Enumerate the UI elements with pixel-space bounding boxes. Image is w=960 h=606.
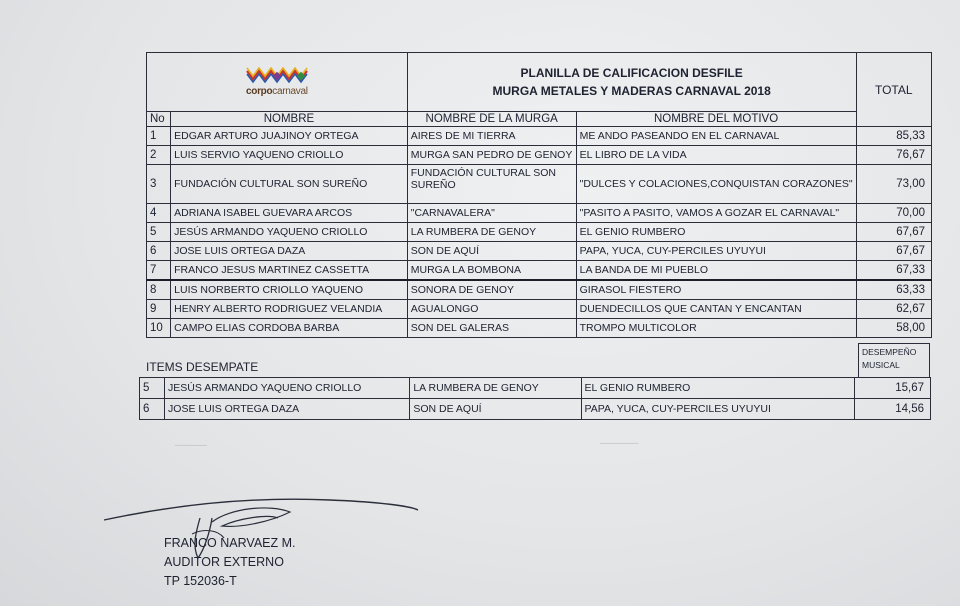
row-motivo: "PASITO A PASITO, VAMOS A GOZAR EL CARNAVAL"	[576, 204, 856, 223]
table-header-row	[147, 53, 932, 112]
tiebreak-column-header	[858, 343, 930, 377]
row-no: 7	[147, 261, 171, 281]
signature-block	[164, 534, 296, 591]
row-total: 70,00	[856, 204, 931, 223]
row-motivo: TROMPO MULTICOLOR	[576, 319, 856, 338]
scores-table	[146, 52, 932, 338]
row-total: 58,00	[856, 319, 931, 338]
logo-zigzag-icon	[245, 67, 309, 83]
row-motivo: LA BANDA DE MI PUEBLO	[576, 261, 856, 281]
column-header-row	[147, 112, 932, 127]
row-nombre: JESÚS ARMANDO YAQUENO CRIOLLO	[171, 223, 408, 242]
row-no: 8	[147, 280, 171, 300]
table-row	[140, 399, 931, 420]
row-motivo: ME ANDO PASEANDO EN EL CARNAVAL	[576, 127, 856, 146]
row-nombre: EDGAR ARTURO JUAJINOY ORTEGA	[171, 127, 408, 146]
row-no: 5	[140, 378, 165, 399]
tiebreak-label: ITEMS DESEMPATE	[146, 360, 259, 374]
table-row	[147, 300, 932, 319]
column-nombre: NOMBRE	[171, 112, 408, 127]
table-row	[147, 146, 932, 165]
title-line-1: PLANILLA DE CALIFICACION DESFILE	[520, 66, 743, 80]
tiebreak-table	[139, 377, 931, 420]
row-total: 73,00	[856, 165, 931, 204]
logo-wordmark: corpocarnaval	[246, 86, 308, 97]
row-no: 10	[147, 319, 171, 338]
corpocarnaval-logo	[245, 67, 309, 97]
bleed-through-marks: ──────	[600, 438, 639, 448]
signer-role: AUDITOR EXTERNO	[164, 555, 284, 569]
row-no: 6	[140, 399, 165, 420]
row-no: 2	[147, 146, 171, 165]
row-motivo: "DULCES Y COLACIONES,CONQUISTAN CORAZONES"	[576, 165, 856, 204]
row-nombre: FUNDACIÓN CULTURAL SON SUREÑO	[171, 165, 408, 204]
table-row	[147, 319, 932, 338]
row-murga: MURGA SAN PEDRO DE GENOY	[407, 146, 576, 165]
signer-tp: TP 152036-T	[164, 574, 237, 588]
row-motivo: PAPA, YUCA, CUY-PERCILES UYUYUI	[581, 399, 854, 420]
row-nombre: JESÚS ARMANDO YAQUENO CRIOLLO	[165, 378, 410, 399]
row-no: 5	[147, 223, 171, 242]
row-murga	[407, 165, 576, 204]
column-murga: NOMBRE DE LA MURGA	[407, 112, 576, 127]
row-no: 4	[147, 204, 171, 223]
row-total: 63,33	[856, 280, 931, 300]
row-total: 85,33	[856, 127, 931, 146]
row-nombre: ADRIANA ISABEL GUEVARA ARCOS	[171, 204, 408, 223]
table-row	[147, 261, 932, 281]
row-motivo: EL GENIO RUMBERO	[581, 378, 854, 399]
row-nombre: JOSE LUIS ORTEGA DAZA	[165, 399, 410, 420]
row-motivo: EL LIBRO DE LA VIDA	[576, 146, 856, 165]
row-nombre: JOSE LUIS ORTEGA DAZA	[171, 242, 408, 261]
signer-name: FRANCO NARVAEZ M.	[164, 536, 296, 550]
sheet-title	[407, 53, 856, 112]
row-motivo: PAPA, YUCA, CUY-PERCILES UYUYUI	[576, 242, 856, 261]
table-row	[140, 378, 931, 399]
row-murga: AGUALONGO	[407, 300, 576, 319]
column-motivo: NOMBRE DEL MOTIVO	[576, 112, 856, 127]
tiebreak-column-line-2: MUSICAL	[862, 360, 900, 370]
row-total: 67,67	[856, 242, 931, 261]
table-row	[147, 242, 932, 261]
row-murga-line-2: SUREÑO	[410, 179, 456, 191]
row-nombre: LUIS SERVIO YAQUENO CRIOLLO	[171, 146, 408, 165]
row-motivo: EL GENIO RUMBERO	[576, 223, 856, 242]
row-murga: SON DEL GALERAS	[407, 319, 576, 338]
row-total: 62,67	[856, 300, 931, 319]
row-nombre: FRANCO JESUS MARTINEZ CASSETTA	[171, 261, 408, 281]
table-row	[147, 223, 932, 242]
table-row	[147, 280, 932, 300]
row-score: 14,56	[854, 399, 930, 420]
row-murga: LA RUMBERA DE GENOY	[407, 223, 576, 242]
column-no: No	[147, 112, 171, 127]
table-row	[147, 165, 932, 204]
bleed-through-marks-2: ─────	[175, 440, 207, 450]
row-no: 3	[147, 165, 171, 204]
row-no: 9	[147, 300, 171, 319]
tiebreak-column-line-1: DESEMPEÑO	[862, 347, 917, 357]
logo-cell	[147, 53, 408, 112]
row-murga: LA RUMBERA DE GENOY	[410, 378, 581, 399]
row-motivo: GIRASOL FIESTERO	[576, 280, 856, 300]
row-total: 67,67	[856, 223, 931, 242]
title-line-2: MURGA METALES Y MADERAS CARNAVAL 2018	[492, 84, 771, 98]
row-total: 76,67	[856, 146, 931, 165]
row-total: 67,33	[856, 261, 931, 281]
row-murga-line-1: FUNDACIÓN CULTURAL SON	[410, 167, 556, 179]
row-nombre: CAMPO ELIAS CORDOBA BARBA	[171, 319, 408, 338]
table-row	[147, 204, 932, 223]
row-no: 6	[147, 242, 171, 261]
row-murga: "CARNAVALERA"	[407, 204, 576, 223]
row-nombre: LUIS NORBERTO CRIOLLO YAQUENO	[171, 280, 408, 300]
row-murga: SON DE AQUÍ	[407, 242, 576, 261]
row-score: 15,67	[854, 378, 930, 399]
row-murga: MURGA LA BOMBONA	[407, 261, 576, 281]
row-murga: SONORA DE GENOY	[407, 280, 576, 300]
row-no: 1	[147, 127, 171, 146]
row-murga: AIRES DE MI TIERRA	[407, 127, 576, 146]
row-nombre: HENRY ALBERTO RODRIGUEZ VELANDIA	[171, 300, 408, 319]
table-row	[147, 127, 932, 146]
row-motivo: DUENDECILLOS QUE CANTAN Y ENCANTAN	[576, 300, 856, 319]
row-murga: SON DE AQUÍ	[410, 399, 581, 420]
total-column-header: TOTAL	[856, 53, 931, 127]
